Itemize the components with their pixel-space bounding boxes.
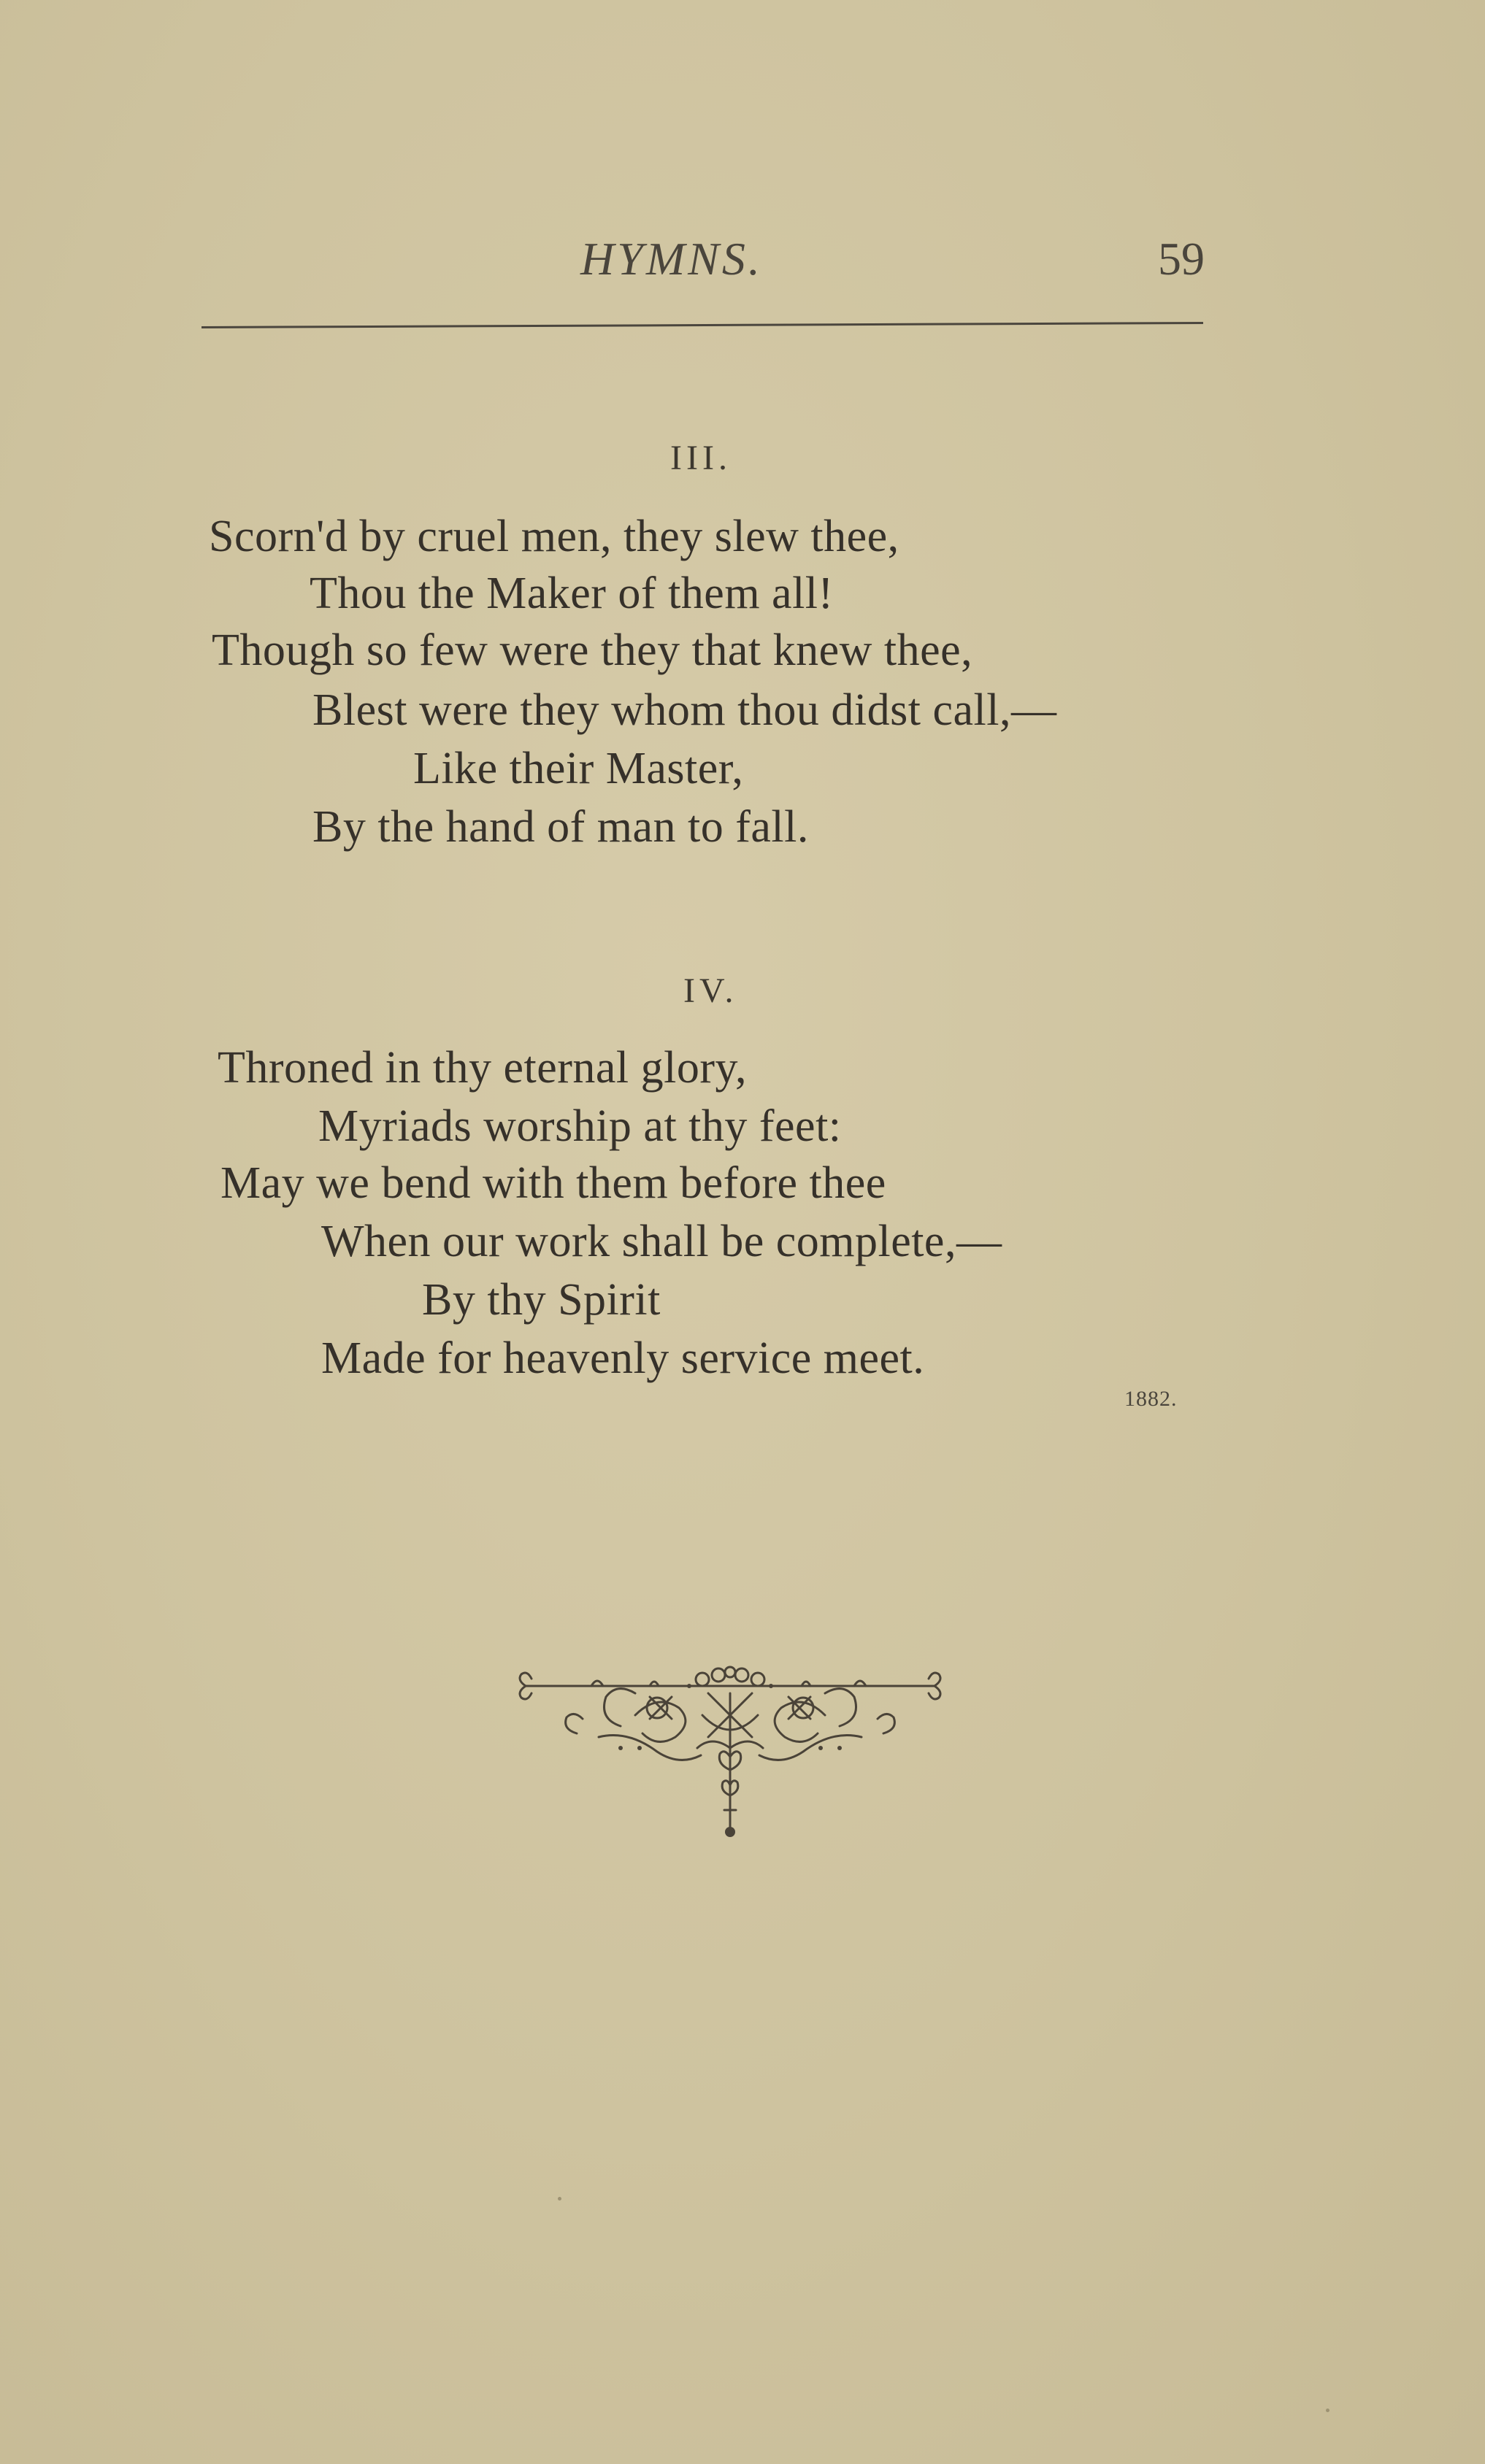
verse-line: Myriads worship at thy feet: bbox=[318, 1101, 842, 1151]
verse-line: Blest were they whom thou didst call,— bbox=[312, 685, 1057, 735]
verse-line: May we bend with them before thee bbox=[220, 1158, 886, 1208]
verse-line: Throned in thy eternal glory, bbox=[218, 1043, 747, 1093]
verse-line: Made for heavenly service meet. bbox=[321, 1333, 925, 1383]
verse-line: Scorn'd by cruel men, they slew thee, bbox=[209, 512, 899, 561]
page-number: 59 bbox=[1158, 233, 1205, 285]
verse-line: Thou the Maker of them all! bbox=[310, 569, 834, 618]
verse-line: By the hand of man to fall. bbox=[312, 802, 809, 852]
paper-speck bbox=[1326, 2409, 1329, 2412]
paper-speck bbox=[558, 2197, 561, 2201]
verse-line: Though so few were they that knew thee, bbox=[212, 625, 973, 675]
running-title: HYMNS. bbox=[580, 233, 763, 285]
date-note: 1882. bbox=[1124, 1387, 1178, 1411]
running-head bbox=[0, 232, 1485, 290]
verse-line: When our work shall be complete,— bbox=[321, 1217, 1002, 1266]
header-rule bbox=[202, 322, 1203, 328]
verse-line: By thy Spirit bbox=[422, 1275, 661, 1325]
verse-line: Like their Master, bbox=[413, 744, 744, 793]
stanza-number-3: III. bbox=[670, 439, 732, 477]
stanza-number-4: IV. bbox=[683, 971, 738, 1010]
floral-tailpiece-ornament-icon bbox=[511, 1653, 949, 1857]
